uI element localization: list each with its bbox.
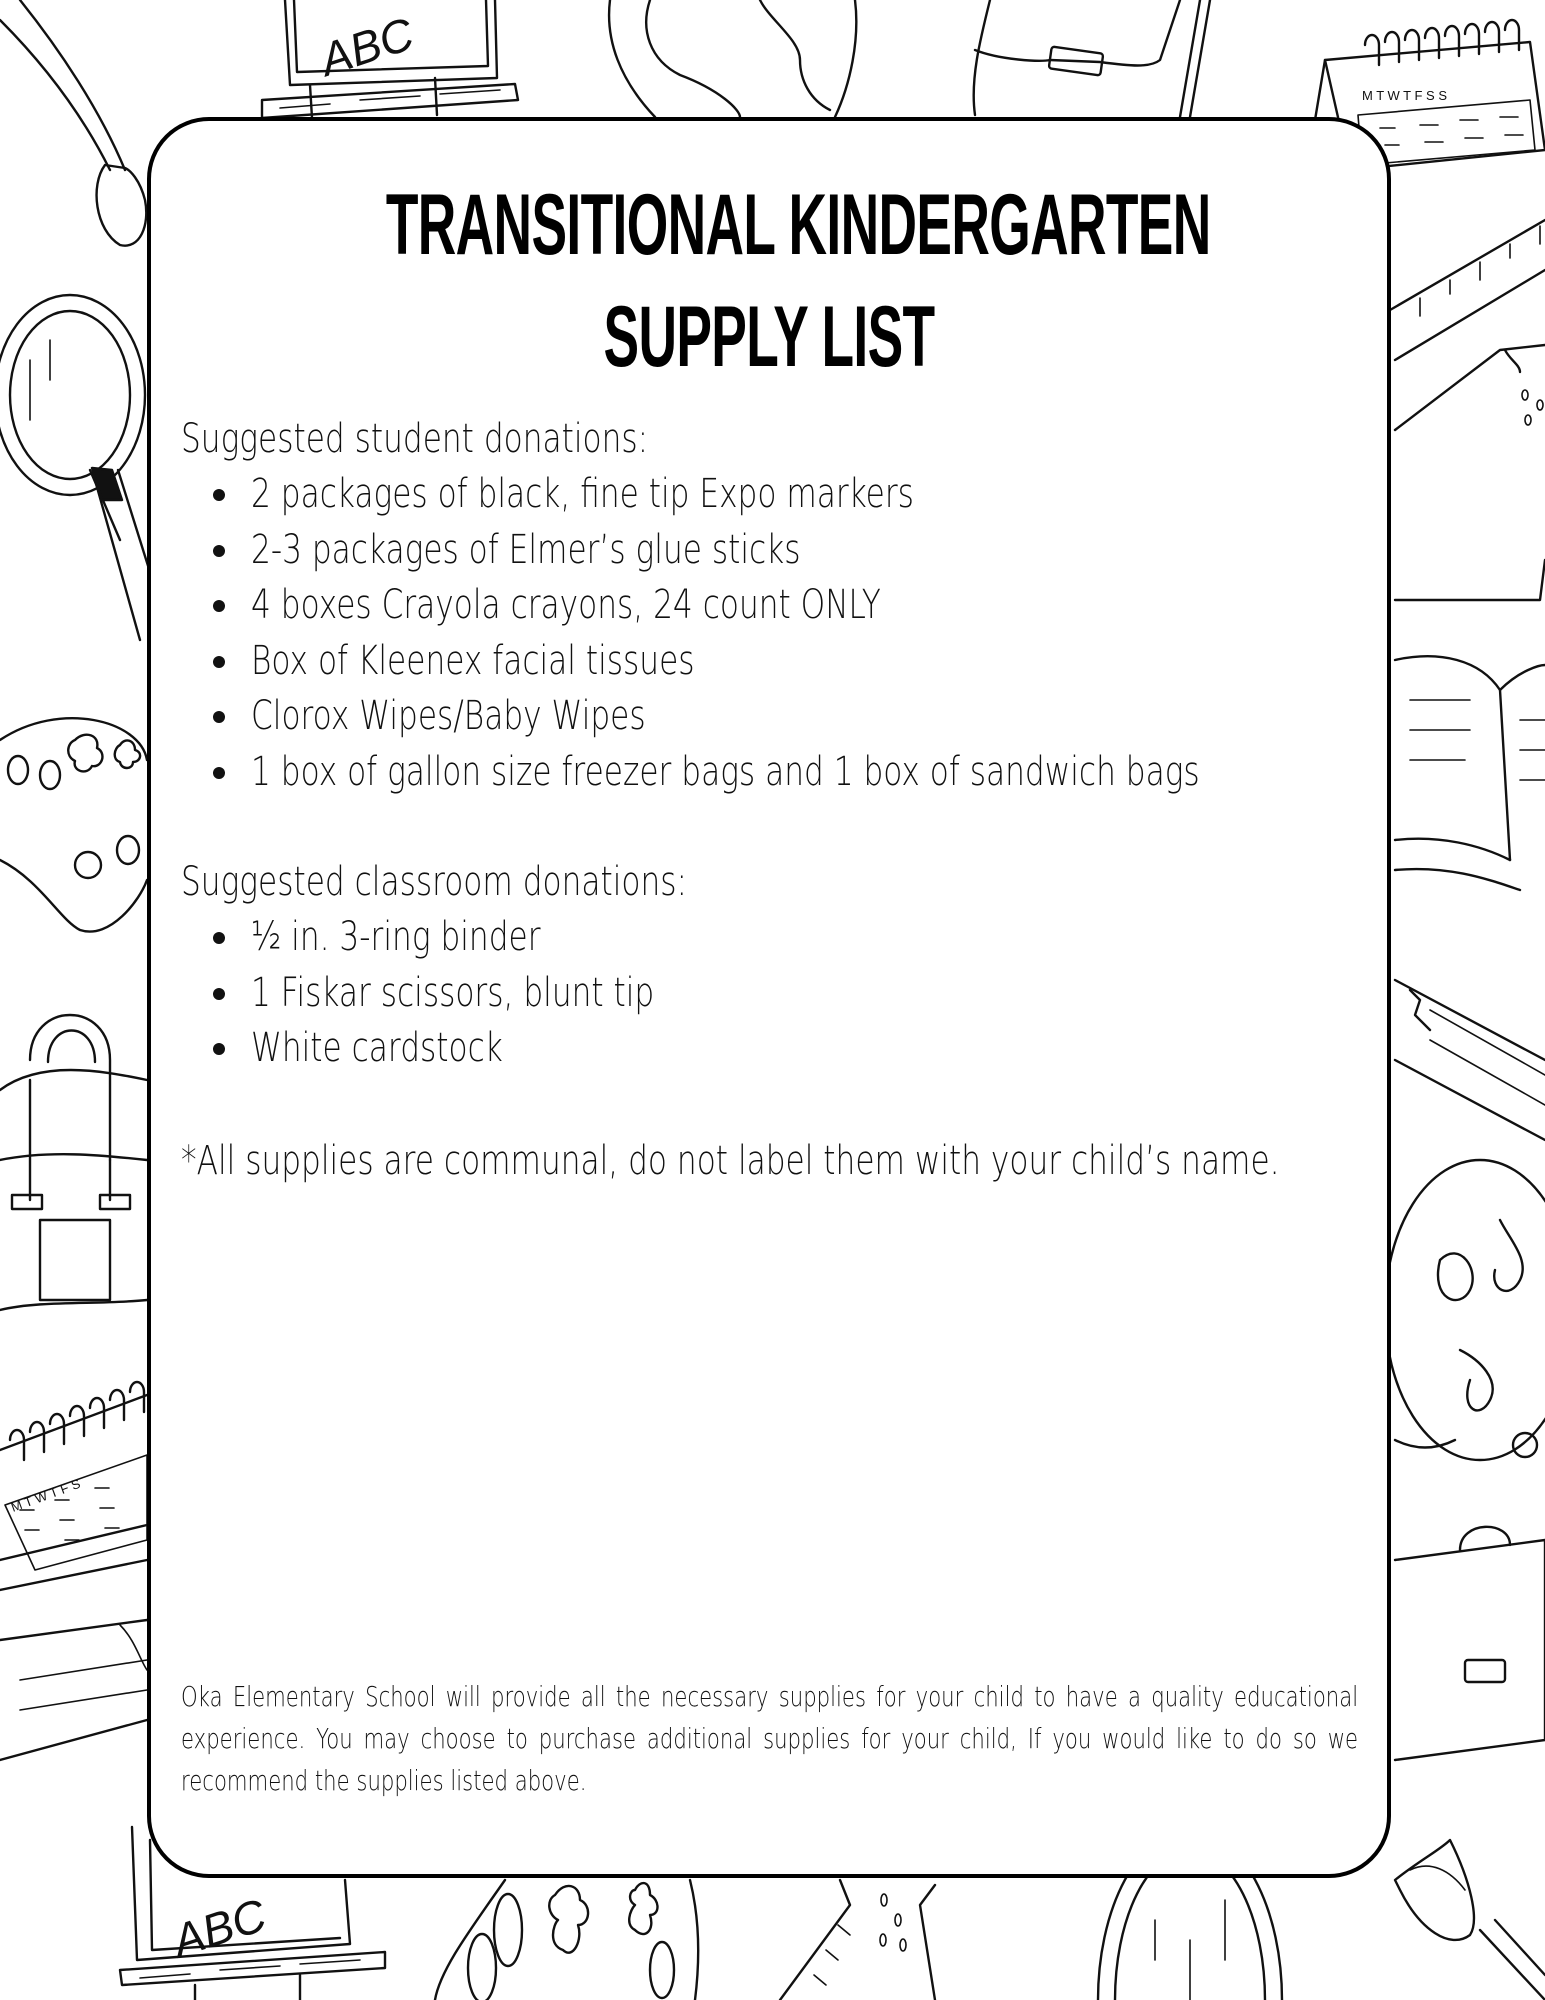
svg-text:M T W T F S: M T W T F S (8, 1475, 83, 1515)
supply-list-content (181, 411, 1353, 1189)
backpack-icon (974, 0, 1210, 117)
section-heading: Suggested classroom donations: (181, 859, 688, 905)
title-line-2: SUPPLY LIST (603, 289, 935, 385)
supply-list-card (147, 117, 1391, 1878)
svg-text:M T W T F S S: M T W T F S S (1362, 88, 1447, 103)
ruler-icon (780, 1880, 935, 2000)
backpack-icon (0, 1015, 147, 1310)
pencil-icon (0, 1620, 147, 1760)
paint-palette-icon (435, 1880, 698, 2000)
bullet-icon (213, 767, 225, 779)
list-item: White cardstock (209, 1021, 1353, 1077)
open-book-icon (1395, 656, 1545, 890)
footer-disclaimer: Oka Elementary School will provide all the necessary supplies for your child to have a quality educational experience. You may choose to purchase additional supplies for your child, If you would like to do so we recommend the supplies listed above. (181, 1680, 1359, 1797)
ruler-icon (1395, 345, 1545, 600)
pencil-icon (1395, 980, 1545, 1140)
list-item: Box of Kleenex facial tissues (209, 634, 1353, 690)
svg-text:ABC: ABC (313, 7, 420, 86)
section-heading: Suggested student donations: (181, 416, 649, 462)
calendar-icon (0, 1382, 147, 1590)
lunchbox-icon (1395, 1527, 1545, 1760)
list-item: 1 box of gallon size freezer bags and 1 box of sandwich bags (209, 745, 1353, 801)
bullet-icon (213, 656, 225, 668)
bullet-icon (213, 489, 225, 501)
magnifying-glass-icon (0, 295, 165, 640)
list-item: 1 Fiskar scissors, blunt tip (209, 966, 1353, 1022)
list-item: 2 packages of black, fine tip Expo markers (209, 467, 1353, 523)
list-item: Clorox Wipes/Baby Wipes (209, 689, 1353, 745)
list-item: ½ in. 3-ring binder (209, 910, 1353, 966)
paintbrush-icon (0, 0, 146, 246)
list-item: 2-3 packages of Elmer’s glue sticks (209, 523, 1353, 579)
list-item: 4 boxes Crayola crayons, 24 count ONLY (209, 578, 1353, 634)
bullet-icon (213, 600, 225, 612)
paintbrush-icon (1395, 1840, 1545, 2000)
globe-icon (609, 0, 856, 117)
bullet-icon (213, 1043, 225, 1055)
bullet-icon (213, 711, 225, 723)
page-title (385, 169, 1211, 393)
classroom-donations-section (181, 854, 1353, 1077)
paint-palette-icon (0, 718, 147, 931)
abc-easel-icon (262, 0, 518, 118)
student-donations-section (181, 411, 1353, 800)
title-line-1: TRANSITIONAL KINDERGARTEN (385, 177, 1211, 273)
bullet-icon (213, 988, 225, 1000)
communal-supplies-note: *All supplies are communal, do not label them with your child’s name. (181, 1137, 1280, 1184)
section-spacer (181, 800, 1353, 854)
globe-icon (1385, 1160, 1545, 1460)
bullet-icon (213, 932, 225, 944)
bullet-icon (213, 545, 225, 557)
student-donations-list (181, 467, 1353, 800)
classroom-donations-list (181, 910, 1353, 1077)
ruler-icon (1390, 220, 1545, 360)
svg-text:ABC: ABC (166, 1888, 273, 1968)
